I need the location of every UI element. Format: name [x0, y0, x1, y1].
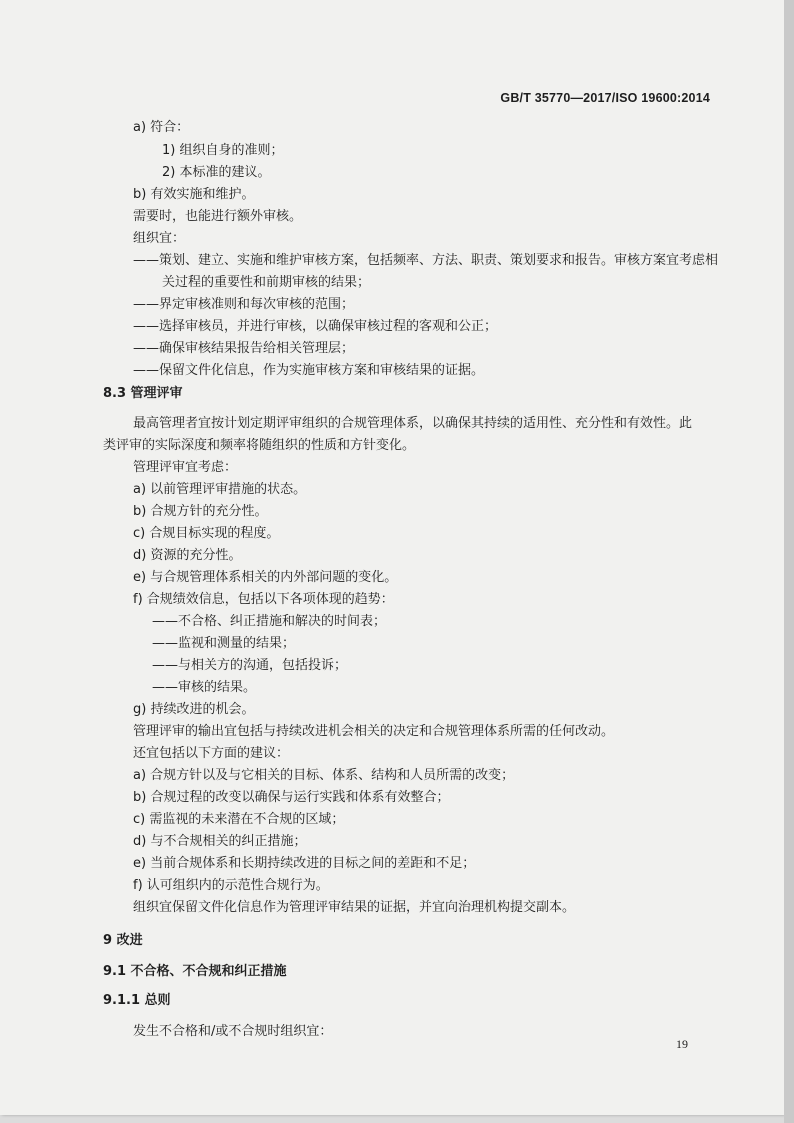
list-item: ——不合格、纠正措施和解决的时间表；: [152, 614, 387, 629]
list-item: ——保留文件化信息，作为实施审核方案和审核结果的证据。: [133, 363, 485, 378]
list-item: ——选择审核员，并进行审核，以确保审核过程的客观和公正；: [133, 319, 498, 334]
list-item: c) 需监视的未来潜在不合规的区域；: [133, 812, 345, 827]
list-item: a) 以前管理评审措施的状态。: [133, 482, 307, 497]
list-item: ——与相关方的沟通，包括投诉；: [152, 658, 348, 673]
list-item: d) 与不合规相关的纠正措施；: [133, 834, 307, 849]
list-item: e) 与合规管理体系相关的内外部问题的变化。: [133, 570, 398, 585]
list-item: b) 有效实施和维护。: [133, 187, 255, 202]
list-item: g) 持续改进的机会。: [133, 702, 255, 717]
list-item: ——审核的结果。: [152, 680, 257, 695]
paragraph-line: 需要时，也能进行额外审核。: [133, 209, 303, 224]
list-item: b) 合规过程的改变以确保与运行实践和体系有效整合；: [133, 790, 450, 805]
list-item: e) 当前合规体系和长期持续改进的目标之间的差距和不足；: [133, 856, 476, 871]
list-item: d) 资源的充分性。: [133, 548, 242, 563]
paragraph-line: 组织宜：: [133, 231, 186, 246]
list-item: b) 合规方针的充分性。: [133, 504, 268, 519]
list-item: c) 合规目标实现的程度。: [133, 526, 280, 541]
paragraph-line: 管理评审宜考虑：: [133, 460, 238, 475]
list-item: 关过程的重要性和前期审核的结果；: [162, 275, 371, 290]
paragraph-line: 管理评审的输出宜包括与持续改进机会相关的决定和合规管理体系所需的任何改动。: [133, 724, 615, 739]
list-item: ——监视和测量的结果；: [152, 636, 296, 651]
page-number: 19: [676, 1037, 688, 1051]
paragraph-line: 发生不合格和/或不合规时组织宜：: [133, 1024, 333, 1039]
section-heading: 8.3 管理评审: [103, 386, 183, 401]
list-item: 1) 组织自身的准则；: [162, 143, 284, 158]
list-item: ——界定审核准则和每次审核的范围；: [133, 297, 355, 312]
list-item: ——策划、建立、实施和维护审核方案，包括频率、方法、职责、策划要求和报告。审核方案宜考虑相: [133, 253, 719, 268]
list-item: ——确保审核结果报告给相关管理层；: [133, 341, 355, 356]
list-item: a) 符合：: [133, 120, 190, 135]
section-heading: 9 改进: [103, 933, 143, 948]
list-item: f) 合规绩效信息，包括以下各项体现的趋势：: [133, 592, 394, 607]
paragraph-line: 类评审的实际深度和频率将随组织的性质和方针变化。: [103, 438, 416, 453]
page-edge: [784, 0, 794, 1123]
list-item: 2) 本标准的建议。: [162, 165, 271, 180]
list-item: a) 合规方针以及与它相关的目标、体系、结构和人员所需的改变；: [133, 768, 515, 783]
standard-code-header: GB/T 35770—2017/ISO 19600:2014: [500, 91, 710, 105]
section-heading: 9.1 不合格、不合规和纠正措施: [103, 964, 287, 979]
subsection-heading: 9.1.1 总则: [103, 993, 171, 1008]
paragraph-line: 组织宜保留文件化信息作为管理评审结果的证据，并宜向治理机构提交副本。: [133, 900, 576, 915]
paragraph-line: 还宜包括以下方面的建议：: [133, 746, 290, 761]
paragraph-line: 最高管理者宜按计划定期评审组织的合规管理体系，以确保其持续的适用性、充分性和有效性。此: [133, 416, 693, 431]
list-item: f) 认可组织内的示范性合规行为。: [133, 878, 329, 893]
